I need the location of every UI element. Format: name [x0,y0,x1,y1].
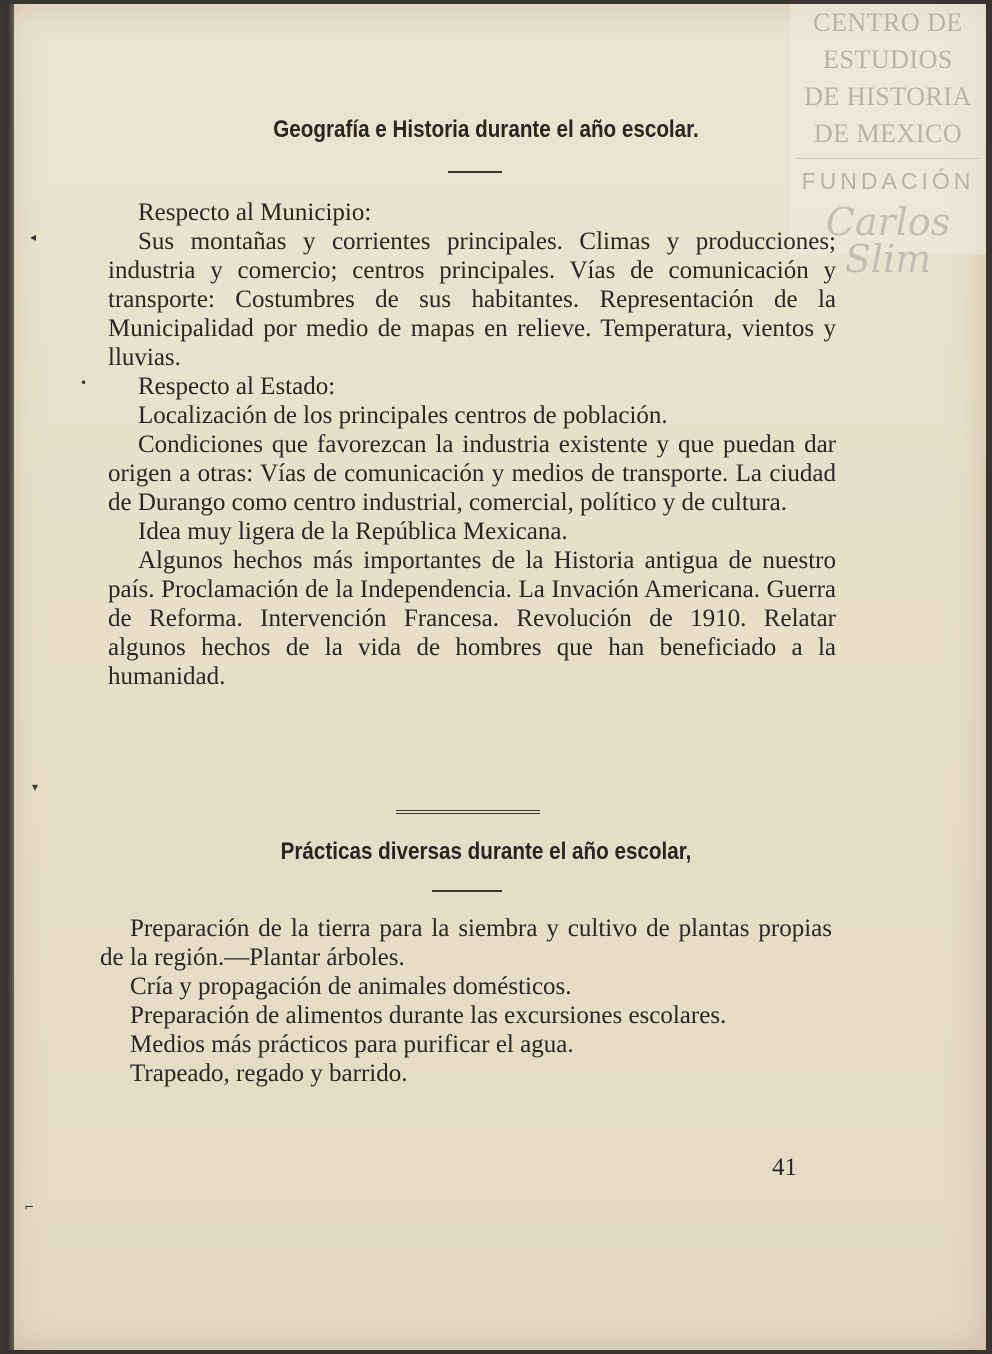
page-binding-edge [6,4,14,1350]
paragraph: Respecto al Municipio: [138,199,372,226]
section-separator [396,810,540,814]
paragraph: Trapeado, regado y barrido. [130,1060,408,1087]
watermark-foundation: FUNDACIÓN [801,168,975,194]
document-page [6,4,986,1350]
watermark-signature: Carlos Slim [825,200,951,281]
margin-mark-icon: ⌐ [24,1200,35,1214]
paragraph: Idea muy ligera de la República Mexicana. [138,518,568,545]
paragraph: Condiciones que favorezcan la industria existente y que puedan dar origen a otras: Vías de comunicación y medios de transporte. La ciudad de Durango como centro industrial, comercial, político y de cultura. [108,431,836,516]
watermark-divider [796,158,980,159]
section-heading-practices: Prácticas diversas durante el año escolar, [280,838,692,865]
margin-mark-icon: ▾ [32,780,39,794]
watermark-line: DE MEXICO [813,119,963,148]
margin-dot-icon: • [80,376,88,390]
paragraph: Cría y propagación de animales domésticos. [130,973,572,1000]
paragraph: Preparación de la tierra para la siembra y cultivo de plantas propias de la región.—Plantar árboles. [100,915,832,971]
heading-underline [432,890,502,892]
paragraph: Preparación de alimentos durante las excursiones escolares. [130,1002,727,1029]
watermark-line: CENTRO DE [813,8,963,37]
paragraph: Algunos hechos más importantes de la Historia antigua de nuestro país. Proclamación de la Independencia. La Invación Americana. Guerra de Reforma. Intervención Francesa. Revolución de 1910. Relatar algunos hechos de la vida de hombres que han beneficiado a la humanidad. [108,547,836,690]
margin-mark-icon: ◂ [30,230,37,244]
watermark-line: ESTUDIOS [823,45,953,74]
section-heading-geography: Geografía e Historia durante el año escolar. [273,116,699,143]
paragraph: Localización de los principales centros de población. [138,402,668,429]
paragraph: Medios más prácticos para purificar el agua. [130,1031,574,1058]
watermark-line: DE HISTORIA [804,82,972,111]
paragraph: Respecto al Estado: [138,373,336,400]
paragraph: Sus montañas y corrientes principales. Climas y producciones; industria y comercio; centros principales. Vías de comunicación y transporte: Costumbres de sus habitantes. Representación de la Municipalidad por medio de mapas en relieve. Temperatura, vientos y lluvias. [108,228,836,371]
page-number: 41 [772,1154,797,1181]
section-body-practices [100,914,832,1088]
section-body-geography [108,198,836,691]
heading-underline [448,171,502,173]
